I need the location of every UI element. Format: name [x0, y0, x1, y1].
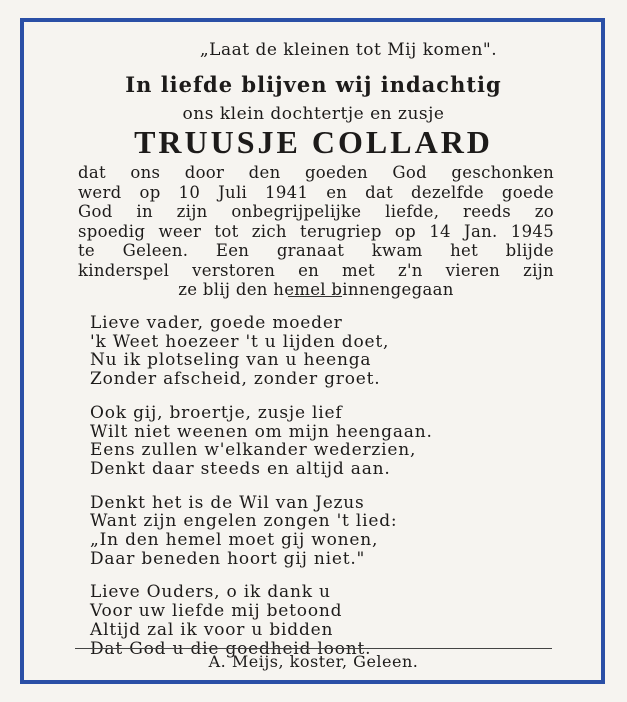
poem-verse: Wilt niet weenen om mijn heengaan. — [90, 421, 433, 442]
poem-verse: Lieve Ouders, o ik dank u — [90, 582, 331, 603]
poem-verse: Want zijn engelen zongen 't lied: — [90, 511, 398, 532]
poem-verse: Eens zullen w'elkander wederzien, — [90, 440, 417, 461]
announcement-paragraph — [78, 163, 554, 300]
poem-verse: Ook gij, broertje, zusje lief — [90, 402, 343, 423]
poem-verse: „In den hemel moet gij wonen, — [90, 530, 379, 551]
poem-stanza — [90, 314, 560, 389]
poem-stanza — [90, 404, 560, 479]
subheading: ons klein dochtertje en zusje — [182, 104, 445, 124]
poem-verse: Dat God u die goedheid loont. — [90, 638, 372, 659]
section-divider — [288, 296, 342, 297]
announcement-line: werd op 10 Juli 1941 en dat dezelfde goede — [78, 182, 554, 202]
poem-verse: Denkt daar steeds en altijd aan. — [90, 458, 391, 479]
motto: „Laat de kleinen tot Mij komen". — [199, 40, 498, 60]
announcement-line: ze blij den hemel binnengegaan — [178, 280, 454, 299]
announcement-line: kinderspel verstoren en met z'n vieren zijn — [78, 260, 554, 280]
announcement-line: God in zijn onbegrijpelijke liefde, reeds zo — [78, 202, 554, 221]
announcement-line: spoedig weer tot zich terugriep op 14 Jan. 1945 — [78, 221, 554, 241]
poem-verse: Denkt het is de Wil van Jezus — [90, 492, 365, 513]
poem-verse: Zonder afscheid, zonder groet. — [90, 369, 381, 390]
poem-verse: Altijd zal ik voor u bidden — [90, 619, 334, 640]
poem — [90, 314, 560, 673]
deceased-name: TRUUSJE COLLARD — [134, 124, 493, 160]
poem-verse: Daar beneden hoort gij niet." — [90, 548, 366, 569]
announcement-line: te Geleen. Een granaat kwam het blijde — [78, 241, 554, 260]
poem-verse: Lieve vader, goede moeder — [90, 313, 343, 333]
poem-verse: Voor uw liefde mij betoond — [90, 601, 343, 622]
printer-credit: A. Meijs, koster, Geleen. — [208, 652, 419, 671]
heading: In liefde blijven wij indachtig — [125, 72, 502, 97]
poem-verse: 'k Weet hoezeer 't u lijden doet, — [90, 331, 390, 352]
poem-verse: Nu ik plotseling van u heenga — [90, 350, 372, 371]
footer-rule — [75, 648, 552, 649]
announcement-line: dat ons door den goeden God geschonken — [78, 163, 554, 182]
poem-stanza — [90, 494, 560, 569]
